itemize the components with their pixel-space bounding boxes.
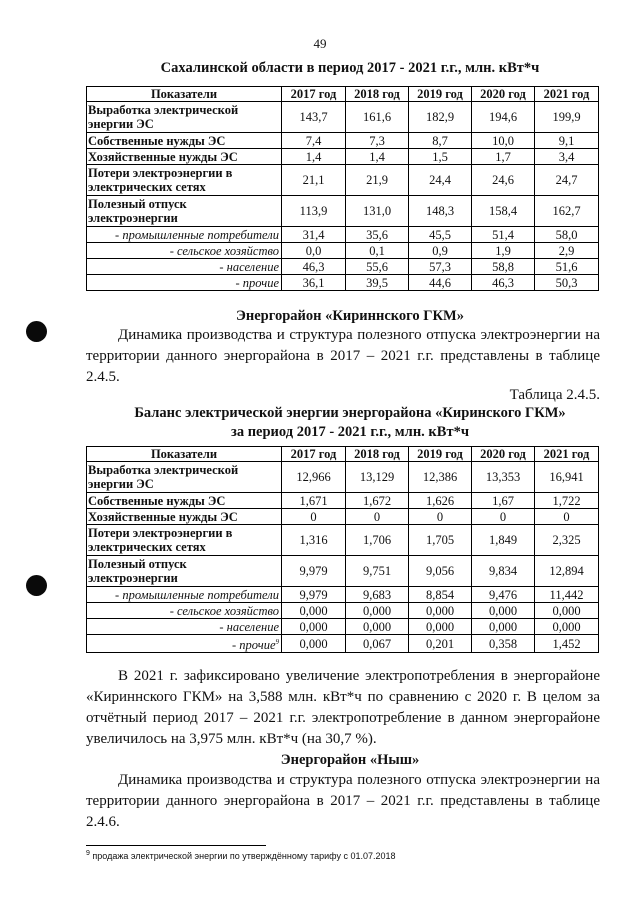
- cell: 2,325: [535, 525, 599, 556]
- cell: 51,4: [472, 227, 535, 243]
- cell: 131,0: [346, 196, 409, 227]
- cell: 9,979: [282, 556, 346, 587]
- cell: 8,854: [409, 587, 472, 603]
- cell: 7,3: [346, 133, 409, 149]
- cell: 9,476: [472, 587, 535, 603]
- paragraph-text: Динамика производства и структура полезного отпуска электроэнергии на территории данного энергорайона в 2017 – 2021 г.г. представлены в таблице 2.4.5.: [86, 327, 600, 385]
- cell: 199,9: [535, 102, 599, 133]
- table1-header-cell: 2021 год: [535, 87, 599, 102]
- cell: 162,7: [535, 196, 599, 227]
- cell: 12,894: [535, 556, 599, 587]
- section-paragraph: [86, 770, 600, 833]
- row-label: Хозяйственные нужды ЭС: [87, 149, 282, 165]
- cell: 12,386: [409, 462, 472, 493]
- cell: 9,056: [409, 556, 472, 587]
- table2-header-row: [87, 447, 599, 462]
- row-label-text: - прочие: [232, 638, 276, 653]
- cell: 0: [472, 509, 535, 525]
- table-row: [87, 149, 599, 165]
- cell: 1,316: [282, 525, 346, 556]
- row-label: Потери электроэнергии в электрических сетях: [87, 525, 282, 556]
- row-label: - сельское хозяйство: [87, 243, 282, 259]
- cell: 1,672: [346, 493, 409, 509]
- row-label: Выработка электрической энергии ЭС: [87, 102, 282, 133]
- table-row: [87, 635, 599, 653]
- cell: 0,000: [346, 603, 409, 619]
- footnote: [86, 850, 396, 861]
- cell: 1,849: [472, 525, 535, 556]
- row-label: Полезный отпуск электроэнергии: [87, 556, 282, 587]
- table2-title-line2: за период 2017 - 2021 г.г., млн. кВт*ч: [231, 424, 469, 440]
- cell: 9,834: [472, 556, 535, 587]
- cell: 1,706: [346, 525, 409, 556]
- table-row: [87, 102, 599, 133]
- row-label: - сельское хозяйство: [87, 603, 282, 619]
- footnote-divider: [86, 845, 266, 846]
- cell: 31,4: [282, 227, 346, 243]
- cell: 0,358: [472, 635, 535, 653]
- cell: 24,7: [535, 165, 599, 196]
- cell: 1,7: [472, 149, 535, 165]
- cell: 0,1: [346, 243, 409, 259]
- table2: [86, 446, 599, 653]
- cell: 44,6: [409, 275, 472, 291]
- cell: 21,1: [282, 165, 346, 196]
- cell: 0,201: [409, 635, 472, 653]
- cell: 0,000: [535, 603, 599, 619]
- row-label: - промышленные потребители: [87, 227, 282, 243]
- cell: 35,6: [346, 227, 409, 243]
- cell: 46,3: [472, 275, 535, 291]
- row-label: - население: [87, 619, 282, 635]
- section-paragraph: [86, 325, 600, 388]
- cell: 0,9: [409, 243, 472, 259]
- table-row: [87, 227, 599, 243]
- row-label: Полезный отпуск электроэнергии: [87, 196, 282, 227]
- cell: 0,000: [282, 635, 346, 653]
- cell: 58,0: [535, 227, 599, 243]
- cell: 2,9: [535, 243, 599, 259]
- row-label: - прочие: [87, 275, 282, 291]
- cell: 113,9: [282, 196, 346, 227]
- table-number: Таблица 2.4.5.: [509, 387, 600, 403]
- row-label: - население: [87, 259, 282, 275]
- cell: 0,000: [282, 619, 346, 635]
- cell: 36,1: [282, 275, 346, 291]
- cell: 143,7: [282, 102, 346, 133]
- cell: 12,966: [282, 462, 346, 493]
- page-number: 49: [313, 36, 327, 51]
- cell: 0,0: [282, 243, 346, 259]
- cell: 58,8: [472, 259, 535, 275]
- cell: 16,941: [535, 462, 599, 493]
- section-heading: Энергорайон «Ныш»: [280, 752, 420, 768]
- binder-hole-icon: [26, 575, 47, 596]
- cell: 57,3: [409, 259, 472, 275]
- cell: 0,000: [346, 619, 409, 635]
- table-row: [87, 165, 599, 196]
- cell: 1,671: [282, 493, 346, 509]
- cell: 0: [409, 509, 472, 525]
- table-row: [87, 493, 599, 509]
- table1-header-cell: 2019 год: [409, 87, 472, 102]
- table2-header-cell: 2019 год: [409, 447, 472, 462]
- cell: 0,000: [472, 603, 535, 619]
- cell: 55,6: [346, 259, 409, 275]
- cell: 0,000: [472, 619, 535, 635]
- cell: 9,1: [535, 133, 599, 149]
- cell: 1,626: [409, 493, 472, 509]
- binder-hole-icon: [26, 321, 47, 342]
- footnote-text: продажа электрической энергии по утверждённому тарифу с 01.07.2018: [92, 851, 396, 861]
- table-row: [87, 259, 599, 275]
- cell: 158,4: [472, 196, 535, 227]
- row-label: Потери электроэнергии в электрических сетях: [87, 165, 282, 196]
- table1-header-cell: 2018 год: [346, 87, 409, 102]
- cell: 9,751: [346, 556, 409, 587]
- section-heading: Энергорайон «Кириннского ГКМ»: [236, 308, 464, 324]
- footnote-mark: 9: [86, 850, 90, 857]
- table1-header-row: [87, 87, 599, 102]
- table-row: [87, 619, 599, 635]
- cell: 11,442: [535, 587, 599, 603]
- cell: 0,000: [282, 603, 346, 619]
- table1: [86, 86, 599, 291]
- cell: 8,7: [409, 133, 472, 149]
- row-label: - промышленные потребители: [87, 587, 282, 603]
- cell: 1,722: [535, 493, 599, 509]
- row-label: Хозяйственные нужды ЭС: [87, 509, 282, 525]
- cell: 1,4: [282, 149, 346, 165]
- paragraph-text: В 2021 г. зафиксировано увеличение электропотребления в энергорайоне «Кириннского ГКМ» на 3,588 млн. кВт*ч по сравнению с 2020 г. В целом за отчётный период 2017 – 2021 г.г. электропотребление в данном энергорайоне увеличилось на 3,975 млн. кВт*ч (на 30,7 %).: [86, 668, 600, 747]
- row-label: Выработка электрической энергии ЭС: [87, 462, 282, 493]
- table-row: [87, 525, 599, 556]
- table1-header-cell: Показатели: [87, 87, 282, 102]
- cell: 1,4: [346, 149, 409, 165]
- row-label: Собственные нужды ЭС: [87, 493, 282, 509]
- cell: 9,979: [282, 587, 346, 603]
- cell: 194,6: [472, 102, 535, 133]
- cell: 13,129: [346, 462, 409, 493]
- cell: 13,353: [472, 462, 535, 493]
- cell: 0,067: [346, 635, 409, 653]
- table-row: [87, 275, 599, 291]
- table-row: [87, 556, 599, 587]
- table2-header-cell: 2020 год: [472, 447, 535, 462]
- cell: 10,0: [472, 133, 535, 149]
- cell: 148,3: [409, 196, 472, 227]
- cell: 51,6: [535, 259, 599, 275]
- row-label: Собственные нужды ЭС: [87, 133, 282, 149]
- table2-title-line1: Баланс электрической энергии энергорайона «Киринского ГКМ»: [134, 405, 566, 421]
- table1-header-cell: 2020 год: [472, 87, 535, 102]
- cell: 182,9: [409, 102, 472, 133]
- cell: 24,6: [472, 165, 535, 196]
- cell: 1,5: [409, 149, 472, 165]
- table-row: [87, 603, 599, 619]
- cell: 50,3: [535, 275, 599, 291]
- cell: 161,6: [346, 102, 409, 133]
- cell: 0,000: [409, 603, 472, 619]
- table-row: [87, 587, 599, 603]
- cell: 1,67: [472, 493, 535, 509]
- summary-paragraph: [86, 666, 600, 750]
- footnote-mark: 9: [275, 638, 279, 646]
- cell: 39,5: [346, 275, 409, 291]
- table2-header-cell: Показатели: [87, 447, 282, 462]
- paragraph-text: Динамика производства и структура полезного отпуска электроэнергии на территории данного энергорайона в 2017 – 2021 г.г. представлены в таблице 2.4.6.: [86, 772, 600, 830]
- table-row: [87, 133, 599, 149]
- cell: 1,452: [535, 635, 599, 653]
- table-row: [87, 243, 599, 259]
- cell: 0: [535, 509, 599, 525]
- cell: 1,9: [472, 243, 535, 259]
- cell: 9,683: [346, 587, 409, 603]
- table2-header-cell: 2017 год: [282, 447, 346, 462]
- cell: 1,705: [409, 525, 472, 556]
- cell: 45,5: [409, 227, 472, 243]
- cell: 0: [346, 509, 409, 525]
- table-row: [87, 509, 599, 525]
- table2-header-cell: 2021 год: [535, 447, 599, 462]
- cell: 24,4: [409, 165, 472, 196]
- cell: 0: [282, 509, 346, 525]
- cell: 0,000: [409, 619, 472, 635]
- cell: 0,000: [535, 619, 599, 635]
- table-row: [87, 462, 599, 493]
- cell: 7,4: [282, 133, 346, 149]
- cell: 21,9: [346, 165, 409, 196]
- cell: 46,3: [282, 259, 346, 275]
- table1-header-cell: 2017 год: [282, 87, 346, 102]
- table-row: [87, 196, 599, 227]
- table1-title: Сахалинской области в период 2017 - 2021 г.г., млн. кВт*ч: [160, 60, 540, 76]
- table2-header-cell: 2018 год: [346, 447, 409, 462]
- row-label: [87, 635, 282, 653]
- cell: 3,4: [535, 149, 599, 165]
